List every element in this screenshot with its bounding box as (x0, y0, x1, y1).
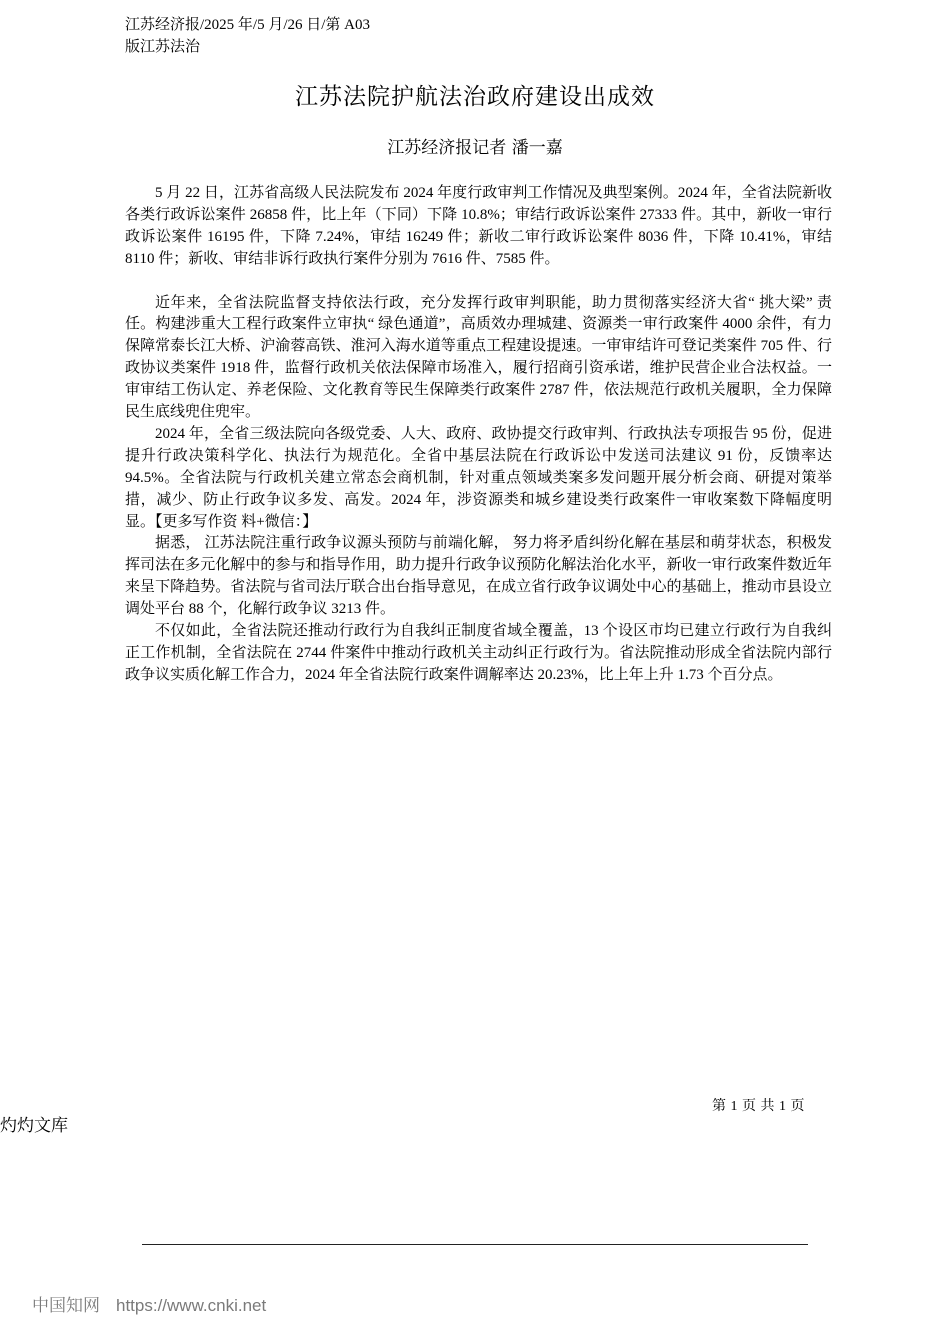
article-paragraph: 不仅如此，全省法院还推动行政行为自我纠正制度省域全覆盖，13 个设区市均已建立行政行为自我纠正工作机制，全省法院在 2744 件案件中推动行政机关主动纠正行政行为。省法院推动形成全省法院内部行政争议实质化解工作合力，2024 年全省法院行政案件调解率达 20.23%，比上年上升 1.73 个百分点。 (125, 623, 832, 683)
footer-divider (142, 1244, 808, 1245)
footer-site-name: 中国知网 (32, 1296, 100, 1315)
source-line-publication: 江苏经济报/2025 年/5 月/26 日/第 A03 (125, 17, 371, 33)
article-paragraph: 2024 年，全省三级法院向各级党委、人大、政府、政协提交行政审判、行政执法专项报告 95 份，促进提升行政决策科学化、执法行为规范化。全省中基层法院在行政诉讼中发送司法建议 91 份，反馈率达 94.5%。全省法院与行政机关建立常态会商机制，针对重点领域类案多发问题开展分析会商、研提对策举措，减少、防止行政争议多发、高发。2024 年，涉资源类和城乡建设类行政案件一审收案数下降幅度明显。【更多写作资 料+微信：】 (125, 425, 832, 530)
footer-source (32, 1294, 266, 1318)
footer-site-url[interactable]: https://www.cnki.net (116, 1296, 267, 1315)
watermark-label: 灼灼文库 (0, 1116, 68, 1136)
article-body (125, 183, 832, 687)
article-byline: 江苏经济报记者 潘一嘉 (387, 138, 563, 158)
article-paragraph: 5 月 22 日，江苏省高级人民法院发布 2024 年度行政审判工作情况及典型案例。2024 年，全省法院新收各类行政诉讼案件 26858 件，比上年（下同）下降 10.8%；审结行政诉讼案件 27333 件。其中，新收一审行政诉讼案件 16195 件，下降 7.24%，审结 16249 件；新收二审行政诉讼案件 8036 件，下降 10.41%，审结 8110 件；新收、审结非诉行政执行案件分别为 7616 件、7585 件。 (125, 185, 832, 267)
page-number: 第 1 页 共 1 页 (712, 1099, 805, 1114)
article-paragraph: 据悉， 江苏法院注重行政争议源头预防与前端化解， 努力将矛盾纠纷化解在基层和萌芽状态，积极发挥司法在多元化解中的参与和指导作用，助力提升行政争议预防化解法治化水平，新收一审行政案件数近年来呈下降趋势。省法院与省司法厅联合出台指导意见，在成立省行政争议调处中心的基础上，推动市县设立调处平台 88 个，化解行政争议 3213 件。 (125, 535, 832, 618)
article-paragraph: 近年来，全省法院监督支持依法行政，充分发挥行政审判职能，助力贯彻落实经济大省“ 挑大梁” 责任。构建涉重大工程行政案件立审执“ 绿色通道”，高质效办理城建、资源类一审行政案件 4000 余件，有力保障常泰长江大桥、沪渝蓉高铁、淮河入海水道等重点工程建设提速。一审审结许可登记类案件 705 件、行政协议类案件 1918 件，监督行政机关依法保障市场准入，履行招商引资承诺，维护民营企业合法权益。一审审结工伤认定、养老保险、文化教育等民生保障类行政案件 2787 件，依法规范行政机关履职，全力保障民生底线兜住兜牢。 (125, 294, 832, 421)
article-title: 江苏法院护航法治政府建设出成效 (295, 84, 655, 110)
source-line-section: 版江苏法治 (125, 39, 201, 55)
